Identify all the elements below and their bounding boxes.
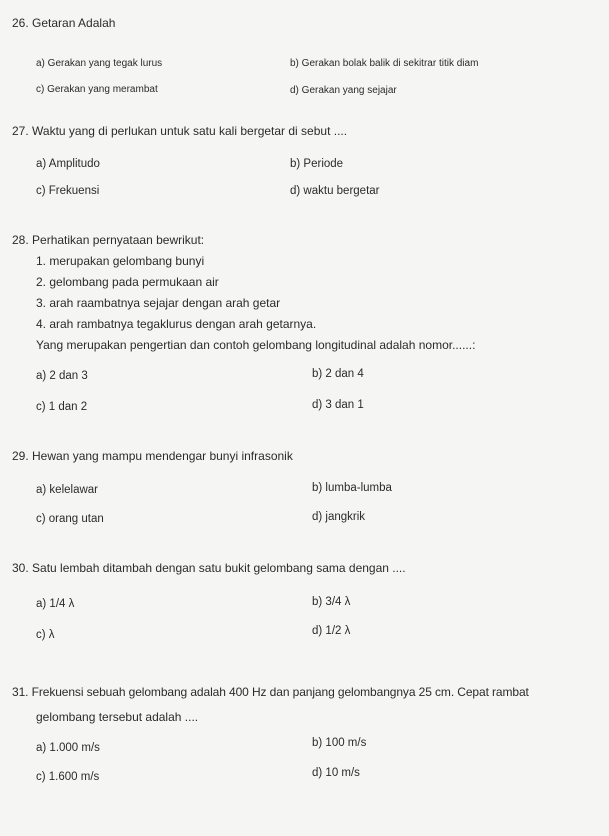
q28-statement-4: 4. arah rambatnya tegaklurus dengan arah getarnya. xyxy=(36,317,317,331)
q28-option-c: c) 1 dan 2 xyxy=(36,401,88,413)
q29-option-d: d) jangkrik xyxy=(312,511,366,523)
q30-option-c: c) λ xyxy=(36,629,55,641)
q31-option-c: c) 1.600 m/s xyxy=(36,771,100,783)
q28-option-d: d) 3 dan 1 xyxy=(312,399,364,411)
question-28: 28. Perhatikan pernyataan bewrikut: xyxy=(12,233,205,247)
question-30: 30. Satu lembah ditambah dengan satu bukit gelombang sama dengan .... xyxy=(12,561,406,575)
q27-option-b: b) Periode xyxy=(290,158,344,170)
q29-option-a: a) kelelawar xyxy=(36,484,98,496)
q30-option-a: a) 1/4 λ xyxy=(36,598,75,610)
q28-statement-3: 3. arah raambatnya sejajar dengan arah getar xyxy=(36,296,281,310)
q28-prompt: Yang merupakan pengertian dan contoh gelombang longitudinal adalah nomor......: xyxy=(36,338,476,352)
q28-statement-1: 1. merupakan gelombang bunyi xyxy=(36,254,205,268)
q26-option-c: c) Gerakan yang merambat xyxy=(36,84,158,95)
q30-option-b: b) 3/4 λ xyxy=(312,596,351,608)
q28-option-a: a) 2 dan 3 xyxy=(36,370,88,382)
q28-statement-2: 2. gelombang pada permukaan air xyxy=(36,275,219,289)
q26-option-d: d) Gerakan yang sejajar xyxy=(290,85,397,96)
q27-option-d: d) waktu bergetar xyxy=(290,185,380,197)
q30-option-d: d) 1/2 λ xyxy=(312,625,351,637)
question-29: 29. Hewan yang mampu mendengar bunyi infrasonik xyxy=(12,449,293,463)
q29-option-c: c) orang utan xyxy=(36,513,104,525)
question-31-continued: gelombang tersebut adalah .... xyxy=(36,710,199,724)
question-26: 26. Getaran Adalah xyxy=(12,16,116,30)
q31-option-a: a) 1.000 m/s xyxy=(36,742,100,754)
q27-option-c: c) Frekuensi xyxy=(36,185,100,197)
q31-option-b: b) 100 m/s xyxy=(312,737,367,749)
q26-option-a: a) Gerakan yang tegak lurus xyxy=(36,58,163,69)
question-31: 31. Frekuensi sebuah gelombang adalah 400 Hz dan panjang gelombangnya 25 cm. Cepat rambat xyxy=(12,685,529,699)
q27-option-a: a) Amplitudo xyxy=(36,158,100,170)
q29-option-b: b) lumba-lumba xyxy=(312,482,392,494)
q26-option-b: b) Gerakan bolak balik di sekitrar titik diam xyxy=(290,58,479,69)
q31-option-d: d) 10 m/s xyxy=(312,767,360,779)
question-27: 27. Waktu yang di perlukan untuk satu kali bergetar di sebut .... xyxy=(12,124,348,138)
q28-option-b: b) 2 dan 4 xyxy=(312,368,364,380)
